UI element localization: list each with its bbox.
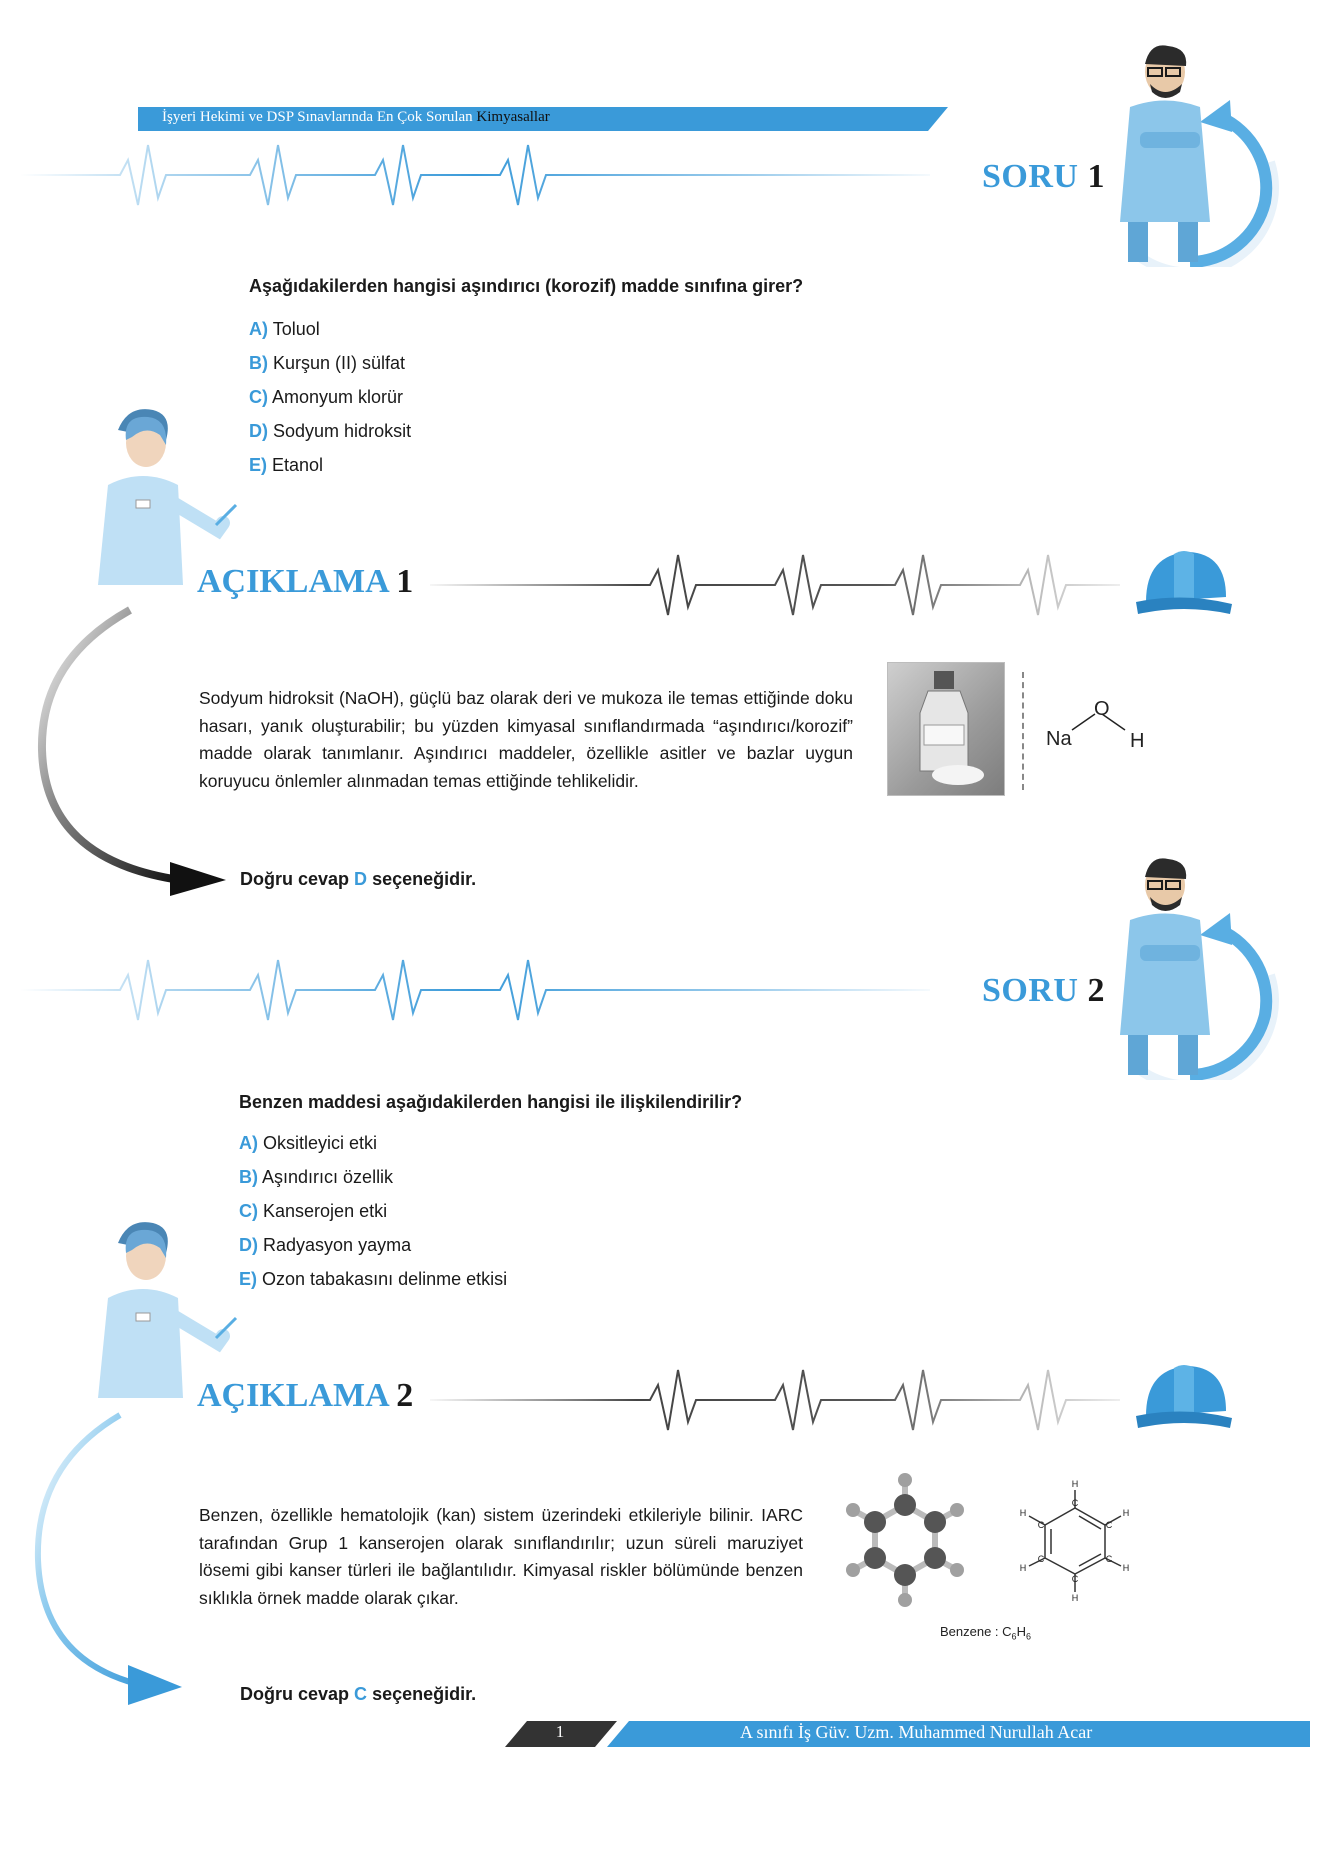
- bottle-icon: [888, 663, 1004, 795]
- female-doctor-illustration-2: [88, 1218, 248, 1398]
- aciklama-1-number: 1: [396, 563, 414, 600]
- option-letter: B): [249, 353, 268, 373]
- question-2-options: [239, 1126, 507, 1296]
- option-1b[interactable]: [249, 346, 411, 380]
- atom-h: H: [1130, 730, 1145, 752]
- divider-dashed: [1022, 672, 1024, 790]
- answer-1-suffix: seçeneğidir.: [372, 869, 477, 889]
- option-letter: E): [239, 1269, 257, 1289]
- option-text: Aşındırıcı özellik: [262, 1167, 394, 1187]
- option-letter: D): [249, 421, 268, 441]
- option-text: Ozon tabakasını delinme etkisi: [262, 1269, 508, 1289]
- doctor-illustration-1: [1100, 42, 1280, 267]
- option-text: Sodyum hidroksit: [273, 421, 412, 441]
- option-2a[interactable]: [239, 1126, 507, 1160]
- benzene-structural-formula: [1005, 1470, 1145, 1610]
- aciklama-2-number: 2: [396, 1377, 414, 1414]
- header-title: [162, 109, 550, 126]
- option-1c[interactable]: [249, 380, 411, 414]
- benzene-label-h: H: [1016, 1624, 1026, 1639]
- option-text: Toluol: [272, 319, 320, 339]
- benzene-atom-c: C: [1037, 1554, 1045, 1564]
- atom-o: O: [1094, 698, 1110, 720]
- option-letter: C): [239, 1201, 258, 1221]
- option-2b[interactable]: [239, 1160, 507, 1194]
- aciklama-1-title: [197, 563, 413, 601]
- option-1d[interactable]: [249, 414, 411, 448]
- heartbeat-line-q1: [20, 130, 930, 220]
- answer-2-letter: C: [354, 1684, 368, 1704]
- option-text: Etanol: [272, 455, 324, 475]
- option-1e[interactable]: [249, 448, 411, 482]
- footer-author: A sınıfı İş Güv. Uzm. Muhammed Nurullah Acar: [740, 1722, 1093, 1742]
- option-2c[interactable]: [239, 1194, 507, 1228]
- heartbeat-line-q2: [20, 945, 930, 1035]
- option-letter: E): [249, 455, 267, 475]
- curved-arrow-2: [30, 1405, 200, 1710]
- answer-2: [240, 1684, 476, 1705]
- page-number: 1: [555, 1722, 565, 1741]
- explanation-2-text: Benzen, özellikle hematolojik (kan) sistem üzerindeki etkileriyle bilinir. IARC tarafından Grup 1 kanserojen olarak sınıflandırılır; uzun süreli maruziyet lösemi gibi kanser türleri ile bağlantılıdır. Kimyasal riskler bölümünde benzen sıklıkla örnek madde olarak çıkar.: [199, 1505, 803, 1608]
- option-2d[interactable]: [239, 1228, 507, 1262]
- option-letter: B): [239, 1167, 258, 1187]
- benzene-atom-h: H: [1019, 1508, 1027, 1518]
- option-letter: A): [249, 319, 268, 339]
- soru-2-number: 2: [1087, 972, 1105, 1009]
- question-2-text: Benzen maddesi aşağıdakilerden hangisi ile ilişkilendirilir?: [239, 1092, 743, 1112]
- benzene-sub-h: 6: [1025, 1631, 1031, 1642]
- soru-2-label: SORU: [982, 972, 1079, 1009]
- benzene-formula-label: [940, 1624, 1031, 1642]
- hard-hat-icon-1: [1134, 542, 1234, 624]
- benzene-atom-h: H: [1122, 1563, 1130, 1573]
- question-1-options: [249, 312, 411, 482]
- benzene-atom-c: C: [1071, 1498, 1079, 1508]
- option-text: Amonyum klorür: [272, 387, 404, 407]
- heartbeat-line-a1: [430, 545, 1120, 625]
- benzene-atom-h: H: [1071, 1593, 1079, 1603]
- soru-2-title: [982, 972, 1105, 1010]
- aciklama-1-label: AÇIKLAMA: [197, 563, 388, 600]
- soru-1-label: SORU: [982, 158, 1079, 195]
- answer-1-letter: D: [354, 869, 368, 889]
- benzene-ball-model: [835, 1470, 975, 1610]
- soru-1-number: 1: [1087, 158, 1105, 195]
- question-1-text: Aşağıdakilerden hangisi aşındırıcı (korozif) madde sınıfına girer?: [249, 276, 804, 296]
- heartbeat-line-a2: [430, 1360, 1120, 1440]
- option-2e[interactable]: [239, 1262, 507, 1296]
- benzene-atom-c: C: [1105, 1520, 1113, 1530]
- answer-1-prefix: Doğru cevap: [240, 869, 350, 889]
- answer-1: [240, 869, 476, 890]
- option-text: Radyasyon yayma: [263, 1235, 412, 1255]
- benzene-atom-h: H: [1071, 1479, 1079, 1489]
- answer-2-suffix: seçeneğidir.: [372, 1684, 477, 1704]
- answer-2-prefix: Doğru cevap: [240, 1684, 350, 1704]
- header-title-dark: Kimyasallar: [476, 109, 550, 125]
- benzene-atom-c: C: [1071, 1574, 1079, 1584]
- hard-hat-icon-2: [1134, 1356, 1234, 1438]
- benzene-atom-h: H: [1019, 1563, 1027, 1573]
- benzene-label-text: Benzene : C: [940, 1624, 1012, 1639]
- option-letter: C): [249, 387, 268, 407]
- option-text: Oksitleyici etki: [263, 1133, 378, 1153]
- benzene-sub-c: 6: [1011, 1631, 1017, 1642]
- aciklama-2-label: AÇIKLAMA: [197, 1377, 388, 1414]
- option-letter: D): [239, 1235, 258, 1255]
- explanation-1-text: Sodyum hidroksit (NaOH), güçlü baz olarak deri ve mukoza ile temas ettiğinde doku hasarı, yanık oluşturabilir; bu yüzden kimyasal sınıflandırmada “aşındırıcı/korozif” madde olarak tanımlanır. Aşındırıcı maddeler, özellikle asitler ve bazlar uygun koruyucu önlemler alınmadan temas ettiğinde tehlikelidir.: [199, 688, 853, 791]
- benzene-atom-c: C: [1105, 1554, 1113, 1564]
- female-doctor-illustration-1: [88, 405, 248, 585]
- option-letter: A): [239, 1133, 258, 1153]
- atom-na: Na: [1046, 728, 1072, 750]
- benzene-atom-c: C: [1037, 1520, 1045, 1530]
- option-text: Kurşun (II) sülfat: [273, 353, 406, 373]
- option-1a[interactable]: [249, 312, 411, 346]
- header-title-main: İşyeri Hekimi ve DSP Sınavlarında En Çok Sorulan: [162, 109, 473, 125]
- doctor-illustration-2: [1100, 855, 1280, 1080]
- option-text: Kanserojen etki: [263, 1201, 388, 1221]
- aciklama-2-title: [197, 1377, 413, 1415]
- soru-1-title: [982, 158, 1105, 196]
- benzene-atom-h: H: [1122, 1508, 1130, 1518]
- naoh-bottle-photo: [887, 662, 1005, 796]
